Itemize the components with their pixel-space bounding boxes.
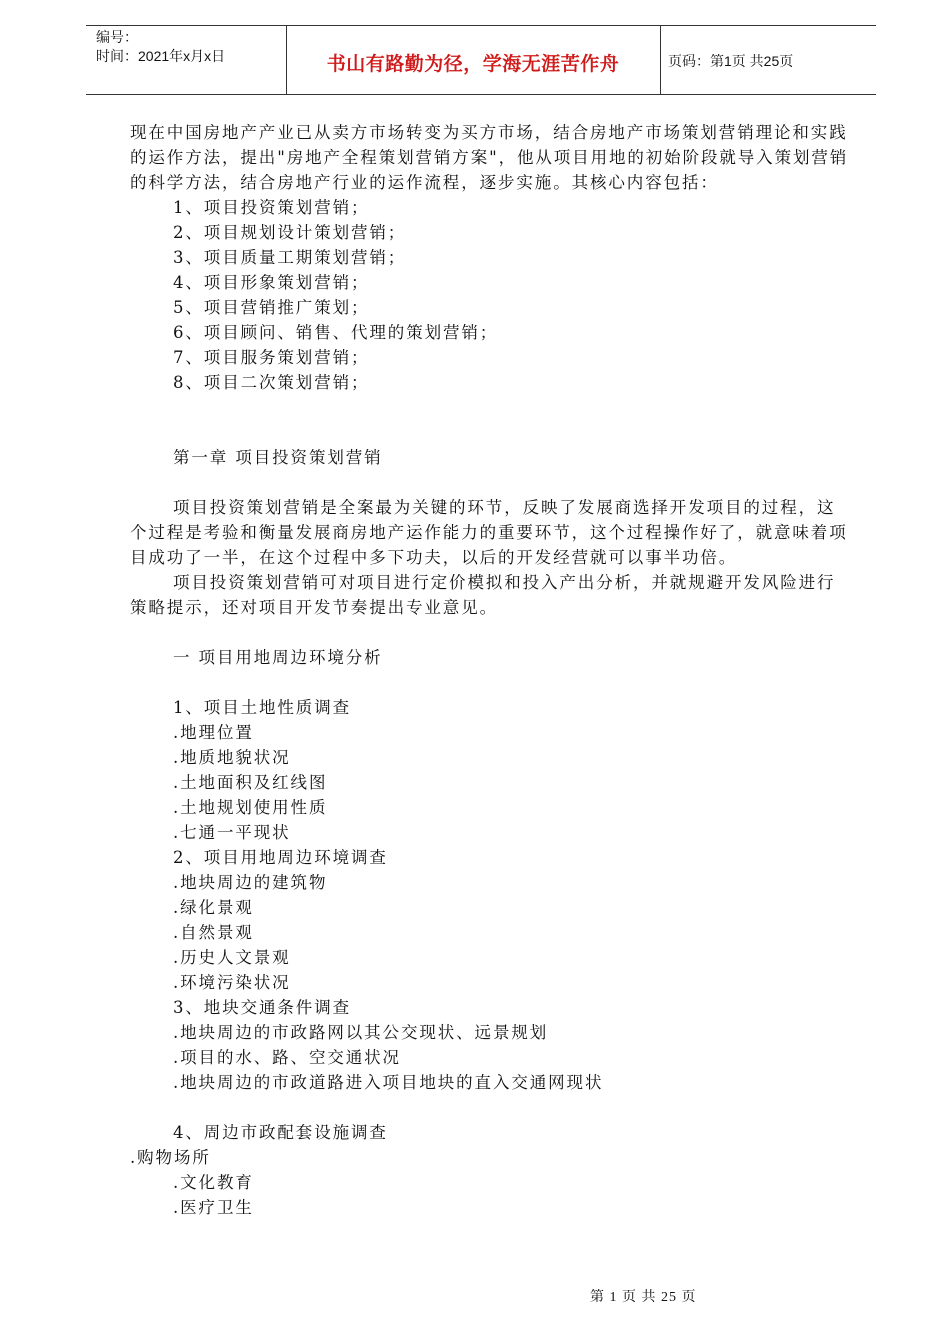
survey-item: .土地面积及红线图 (173, 773, 328, 792)
survey-heading: 2、项目用地周边环境调查 (173, 848, 388, 867)
section-title: 一 项目用地周边环境分析 (173, 648, 383, 667)
survey-item: .地块周边的市政路网以其公交现状、远景规划 (173, 1023, 549, 1042)
document-body (130, 120, 850, 1220)
survey-item: .地理位置 (173, 723, 254, 742)
survey-item: .地质地貌状况 (173, 748, 291, 767)
list-item: 4、项目形象策划营销； (173, 273, 370, 292)
list-item: 2、项目规划设计策划营销； (173, 223, 407, 242)
chapter-paragraph: 项目投资策划营销是全案最为关键的环节，反映了发展商选择开发项目的过程，这个过程是考验和衡量发展商房地产运作能力的重要环节，这个过程操作好了，就意味着项目成功了一半，在这个过程中多下功夫，以后的开发经营就可以事半功倍。 (130, 498, 848, 567)
survey-item: .历史人文景观 (173, 948, 291, 967)
survey-item: .自然景观 (173, 923, 254, 942)
survey-item: .购物场所 (130, 1148, 211, 1167)
list-item: 5、项目营销推广策划； (173, 298, 370, 317)
survey-item: .地块周边的建筑物 (173, 873, 328, 892)
chapter-paragraph: 项目投资策划营销可对项目进行定价模拟和投入产出分析，并就规避开发风险进行策略提示，还对项目开发节奏提出专业意见。 (130, 573, 836, 617)
survey-heading: 1、项目土地性质调查 (173, 698, 351, 717)
header-page-number: 页码：第1页 共25页 (668, 53, 794, 69)
survey-item: .环境污染状况 (173, 973, 291, 992)
survey-item: .绿化景观 (173, 898, 254, 917)
survey-item: .土地规划使用性质 (173, 798, 328, 817)
header-divider (660, 26, 661, 94)
list-item: 1、项目投资策划营销； (173, 198, 370, 217)
header-motto: 书山有路勤为径，学海无涯苦作舟 (326, 53, 620, 75)
page-header (86, 25, 876, 95)
survey-item: .文化教育 (173, 1173, 254, 1192)
survey-item: .地块周边的市政道路进入项目地块的直入交通网现状 (173, 1073, 604, 1092)
survey-item: .医疗卫生 (173, 1198, 254, 1217)
core-list (130, 195, 850, 395)
chapter-title: 第一章 项目投资策划营销 (173, 448, 383, 467)
list-item: 7、项目服务策划营销； (173, 348, 370, 367)
survey-heading: 3、地块交通条件调查 (173, 998, 351, 1017)
time-label: 时间：2021年x月x日 (96, 48, 226, 64)
survey-heading: 4、周边市政配套设施调查 (173, 1123, 388, 1142)
survey-item: .七通一平现状 (173, 823, 291, 842)
page-footer: 第 1 页 共 25 页 (590, 1290, 697, 1305)
number-label: 编号： (96, 29, 138, 45)
list-item: 6、项目顾问、销售、代理的策划营销； (173, 323, 499, 342)
survey-item: .项目的水、路、空交通状况 (173, 1048, 401, 1067)
list-item: 3、项目质量工期策划营销； (173, 248, 407, 267)
list-item: 8、项目二次策划营销； (173, 373, 370, 392)
intro-paragraph: 现在中国房地产产业已从卖方市场转变为买方市场，结合房地产市场策划营销理论和实践的运作方法，提出"房地产全程策划营销方案"，他从项目用地的初始阶段就导入策划营销的科学方法，结合房地产行业的运作流程，逐步实施。其核心内容包括： (130, 123, 849, 192)
header-meta (96, 28, 225, 66)
